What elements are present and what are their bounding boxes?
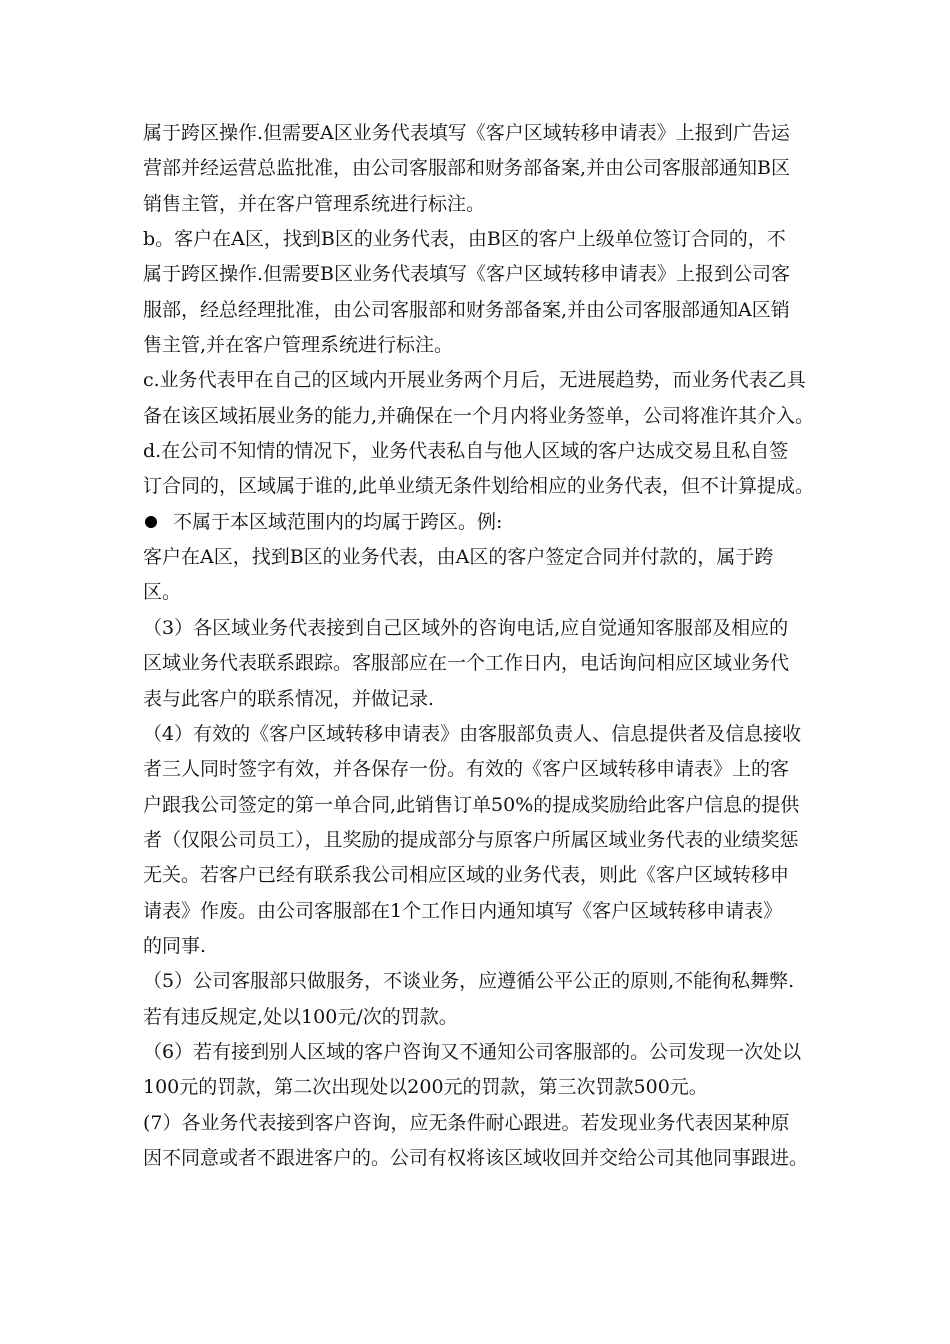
text-line: b。客户在A区，找到B区的业务代表，由B区的客户上级单位签订合同的，不 <box>143 228 786 251</box>
text-line: 销售主管，并在客户管理系统进行标注。 <box>143 192 486 215</box>
text-line: (7）各业务代表接到客户咨询，应无条件耐心跟进。若发现业务代表因某种原 <box>143 1111 790 1134</box>
text-line: d.在公司不知情的情况下，业务代表私自与他人区域的客户达成交易且私自签 <box>143 440 789 463</box>
text-line: （4）有效的《客户区域转移申请表》由客服部负责人、信息提供者及信息接收 <box>143 722 802 745</box>
text-line: 客户在A区，找到B区的业务代表，由A区的客户签定合同并付款的，属于跨 <box>143 546 774 569</box>
bullet-item <box>143 505 823 540</box>
text-line: （5）公司客服部只做服务，不谈业务，应遵循公平公正的原则,不能徇私舞弊. <box>143 970 795 993</box>
text-line: 因不同意或者不跟进客户的。公司有权将该区域收回并交给公司其他同事跟进。 <box>143 1146 809 1169</box>
text-line: 区域业务代表联系跟踪。客服部应在一个工作日内，电话询问相应区域业务代 <box>143 652 790 675</box>
text-line: 属于跨区操作.但需要B区业务代表填写《客户区域转移申请表》上报到公司客 <box>143 263 791 286</box>
text-line: 户跟我公司签定的第一单合同,此销售订单50%的提成奖励给此客户信息的提供 <box>143 793 800 816</box>
text-line: （6）若有接到别人区域的客户咨询又不通知公司客服部的。公司发现一次处以 <box>143 1040 802 1063</box>
text-line: 区。 <box>143 581 182 604</box>
text-line: 无关。若客户已经有联系我公司相应区域的业务代表，则此《客户区域转移申 <box>143 864 790 887</box>
text-line: 者（仅限公司员工），且奖励的提成部分与原客户所属区域业务代表的业绩奖惩 <box>143 828 799 851</box>
text-line: 售主管,并在客户管理系统进行标注。 <box>143 334 454 357</box>
text-line: 订合同的，区域属于谁的,此单业绩无条件划给相应的业务代表，但不计算提成。 <box>143 475 815 498</box>
document-body <box>143 116 823 1176</box>
text-line: 属于跨区操作.但需要A区业务代表填写《客户区域转移申请表》上报到广告运 <box>143 122 790 144</box>
text-line: （3）各区域业务代表接到自己区域外的咨询电话,应自觉通知客服部及相应的 <box>143 616 789 639</box>
bullet-icon <box>145 516 157 528</box>
text-line: 服部，经总经理批准，由公司客服部和财务部备案,并由公司客服部通知A区销 <box>143 298 790 321</box>
text-line: 备在该区域拓展业务的能力,并确保在一个月内将业务签单，公司将准许其介入。 <box>143 404 815 427</box>
text-line: c.业务代表甲在自己的区域内开展业务两个月后，无进展趋势，而业务代表乙具 <box>143 369 806 392</box>
text-line: 100元的罚款，第二次出现处以200元的罚款，第三次罚款500元。 <box>143 1076 708 1099</box>
bullet-text: 不属于本区域范围内的均属于跨区。例: <box>173 510 503 533</box>
text-line: 的同事. <box>143 934 207 957</box>
text-line: 营部并经运营总监批准，由公司客服部和财务部备案,并由公司客服部通知B区 <box>143 157 791 180</box>
text-line: 若有违反规定,处以100元/次的罚款。 <box>143 1005 458 1028</box>
text-line: 表与此客户的联系情况，并做记录. <box>143 687 435 710</box>
text-line: 请表》作废。由公司客服部在1个工作日内通知填写《客户区域转移申请表》 <box>143 899 783 922</box>
text-line: 者三人同时签字有效，并各保存一份。有效的《客户区域转移申请表》上的客 <box>143 758 790 781</box>
